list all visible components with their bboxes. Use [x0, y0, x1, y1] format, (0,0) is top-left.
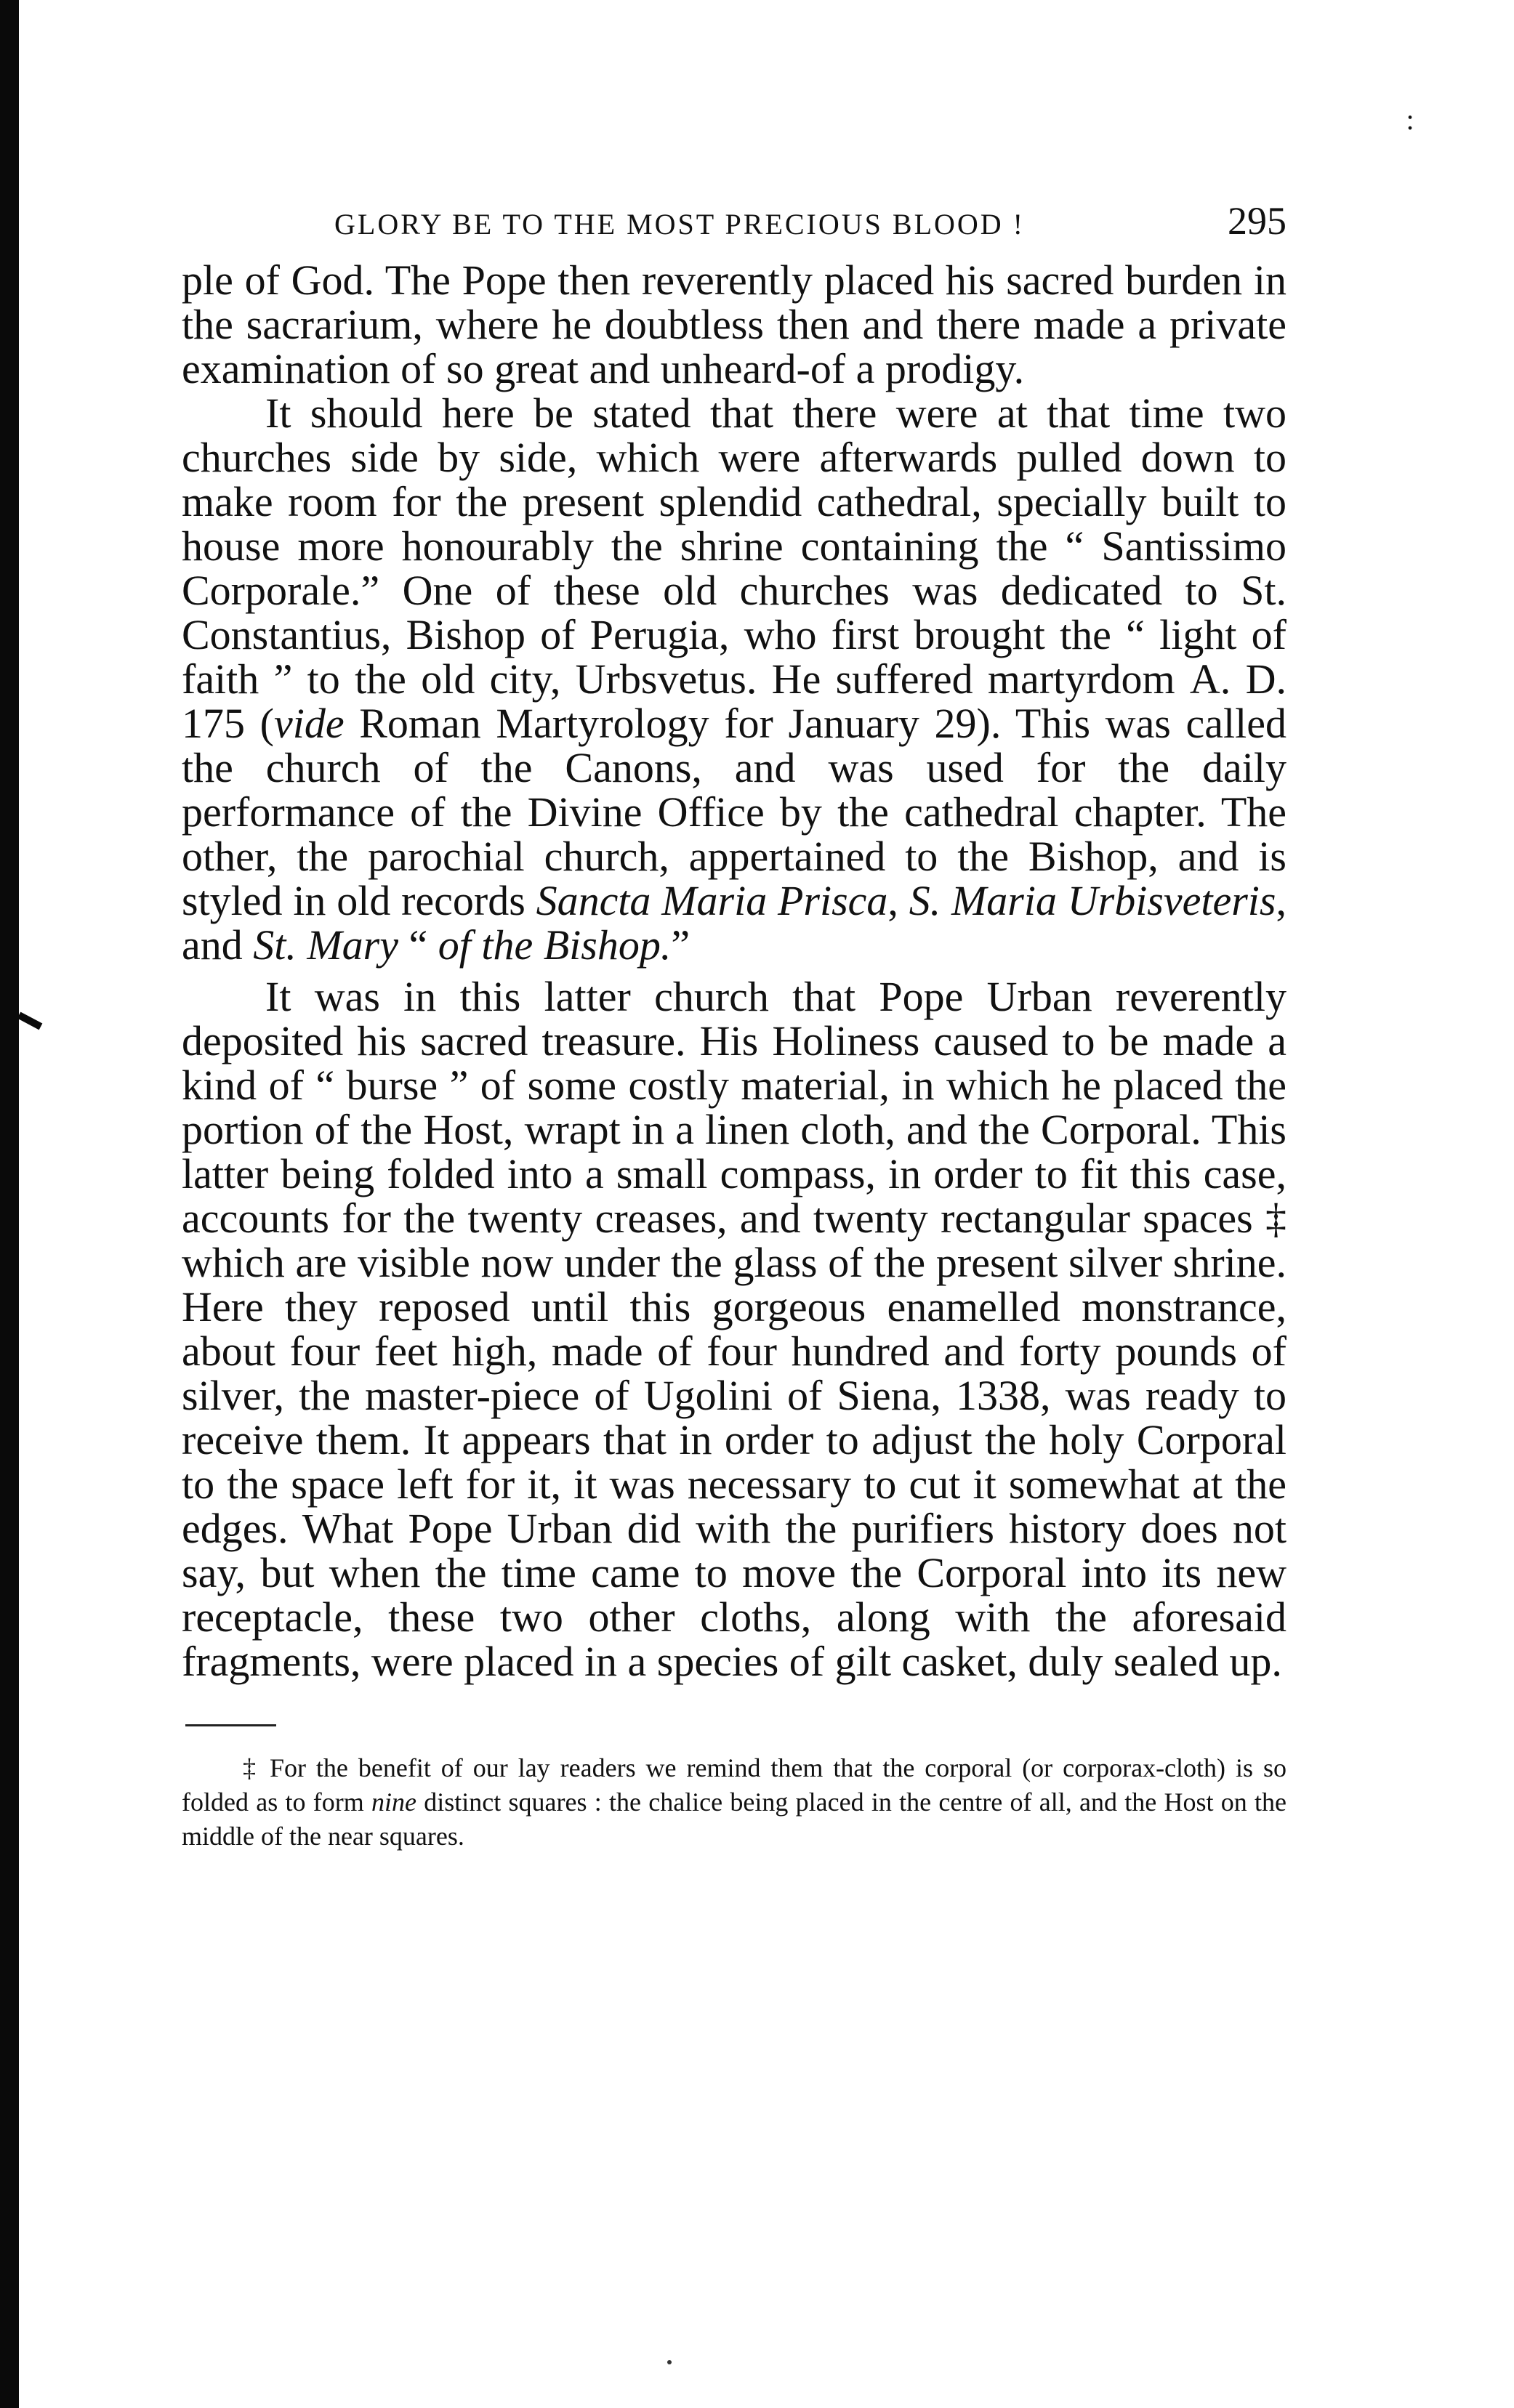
separator-3: “: [398, 921, 438, 969]
bottom-speck: [667, 2360, 672, 2364]
footnote-nine-italic: nine: [371, 1787, 416, 1817]
vide-italic: vide: [273, 700, 345, 747]
era-abbreviation: A. D.: [1189, 655, 1287, 703]
footnote-text-b: distinct squares : the chalice being placed in the centre of all, and the Host on the middle of the near squares.: [182, 1787, 1287, 1851]
year-text: 175 (: [182, 700, 274, 747]
paragraph-1: ple of God. The Pope then reverently placed his sacred burden in the sacrarium, where he doubtless then and there made a private examination of so great and unheard-of a prodigy.: [182, 256, 1287, 392]
closing-quote: ”: [671, 921, 690, 969]
paragraph-3: It was in this latter church that Pope Urban reverently deposited his sacred treasure. His Holiness caused to be made a kind of “ burse ” of some costly material, in which he placed the portion of the Host, wrapt in a linen cloth, and the Corporal. This latter being folded into a small compass, in order to fit this case, accounts for the twenty creases, and twenty rectangular spaces ‡ which are visible now under the glass of the present silver shrine. Here they reposed until this gorgeous enamelled monstrance, about four feet high, made of four hundred and forty pounds of silver, the master-piece of Ugolini of Siena, 1338, was ready to receive them. It appears that in order to adjust the holy Corporal to the space left for it, it was necessary to cut it somewhat at the edges. What Pope Urban did with the purifiers history does not say, but when the time came to move the Corporal into its new receptacle, these two other cloths, along with the aforesaid fragments, were placed in a species of gilt casket, duly sealed up.: [182, 973, 1287, 1685]
paragraph-2: [182, 391, 1287, 967]
footnote-text-a: ‡ For the benefit of our lay readers we remind them that the corporal (or corporax-cloth) is so folded as to form: [182, 1753, 1287, 1817]
margin-tick-mark: [17, 1012, 43, 1030]
church-name-2: S. Maria Urbisveteris: [909, 877, 1276, 924]
running-head: [182, 193, 1287, 258]
page-edge-shadow: [0, 0, 19, 2408]
church-name-3: St. Mary: [253, 921, 398, 969]
footnote: [182, 1751, 1287, 1854]
church-name-1: Sancta Maria Prisca: [536, 877, 888, 924]
paragraph-2-text-a: It should here be stated that there were at that time two churches side by side, which were afterwards pulled down to make room for the present splendid cathedral, specially built to house more honourably the shrine containing the “ Santissimo Corporale.” One of these old churches was dedicated to St. Constantius, Bishop of Perugia, who first brought the “ light of faith ” to the old city, Urbsvetus. He suffered martyrdom: [182, 389, 1287, 703]
paragraph-2-text-b: Roman Martyrology for January 29). This was called the church of the Canons, and was used for the daily performance of the Divine Office by the cathedral chapter. The other, the parochial church, appertained to the Bishop, and is styled in old records: [182, 700, 1287, 924]
church-name-4: of the Bishop.: [438, 921, 672, 969]
separator-1: ,: [887, 877, 909, 924]
page-number: 295: [1228, 199, 1287, 243]
footnote-rule: [185, 1724, 276, 1726]
margin-specks: :: [1406, 103, 1414, 136]
separator-2: , and: [182, 877, 1287, 969]
book-page: [182, 193, 1287, 1854]
running-title: GLORY BE TO THE MOST PRECIOUS BLOOD !: [334, 208, 1025, 241]
